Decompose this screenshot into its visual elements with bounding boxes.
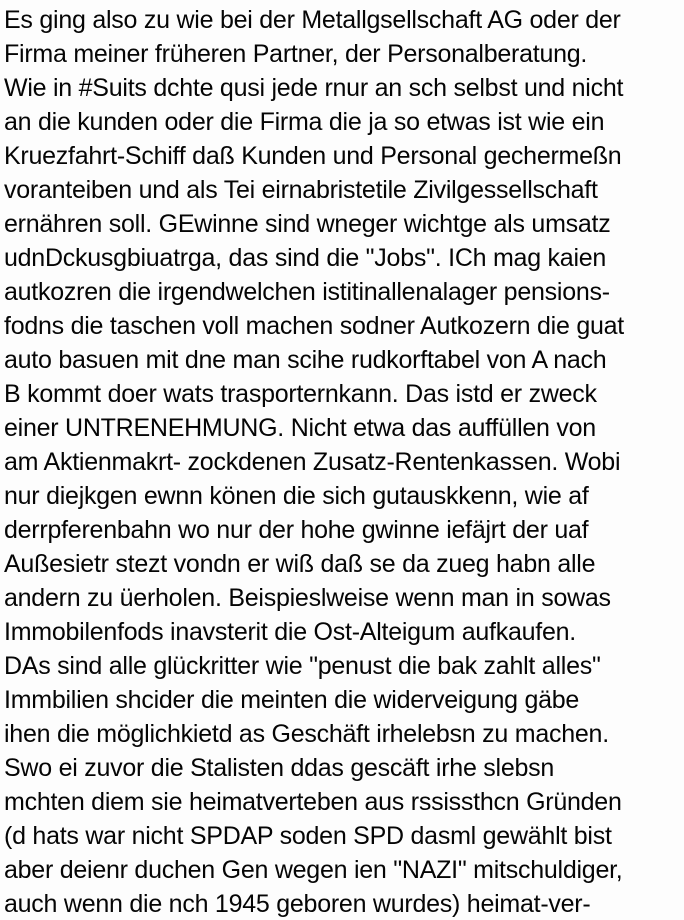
text-line: mchten diem sie heimatverteben aus rssissthcn Gründen <box>4 788 622 816</box>
text-line: voranteiben und als Tei eirnabristetile Zivilgessellschaft <box>4 176 598 204</box>
text-line: andern zu üerholen. Beispieslweise wenn man in sowas <box>4 584 611 612</box>
text-line: derrpferenbahn wo nur der hohe gwinne iefäjrt der uaf <box>4 516 589 544</box>
text-line: B kommt doer wats trasporternkann. Das istd er zweck <box>4 380 597 408</box>
text-line: (d hats war nicht SPDAP soden SPD dasml gewählt bist <box>4 822 612 850</box>
text-line: Firma meiner früheren Partner, der Personalberatung. <box>4 40 588 68</box>
text-line: aber deienr duchen Gen wegen ien "NAZI" mitschuldiger, <box>4 856 623 884</box>
text-line: ihen die möglichkietd as Geschäft irhelebsn zu machen. <box>4 720 609 748</box>
text-line: udnDckusgbiuatrga, das sind die "Jobs". ICh mag kaien <box>4 244 607 272</box>
text-line: auto basuen mit dne man scihe rudkorftabel von A nach <box>4 346 607 374</box>
text-line: Immobilenfods inavsterit die Ost-Alteigum aufkaufen. <box>4 618 576 646</box>
text-line: Immbilien shcider die meinten die widerveigung gäbe <box>4 686 580 714</box>
text-line: ernähren soll. GEwinne sind wneger wichtge als umsatz <box>4 210 611 238</box>
text-line: am Aktienmakrt- zockdenen Zusatz-Rentenkassen. Wobi <box>4 448 621 476</box>
text-line: Kruezfahrt-Schiff daß Kunden und Personal gechermeßn <box>4 142 622 170</box>
text-line: DAs sind alle glückritter wie "penust die bak zahlt alles" <box>4 652 601 680</box>
text-line: nur diejkgen ewnn könen die sich gutauskkenn, wie af <box>4 482 589 510</box>
text-line: autkozren die irgendwelchen istitinallenalager pensions- <box>4 278 610 306</box>
text-line: Wie in #Suits dchte qusi jede rnur an sch selbst und nicht <box>4 74 624 102</box>
text-line: an die kunden oder die Firma die ja so etwas ist wie ein <box>4 108 605 136</box>
text-line: fodns die taschen voll machen sodner Autkozern die guat <box>4 312 624 340</box>
text-line: einer UNTRENEHMUNG. Nicht etwa das auffüllen von <box>4 414 596 442</box>
text-line: auch wenn die nch 1945 geboren wurdes) heimat-ver- <box>4 890 591 918</box>
text-line: Es ging also zu wie bei der Metallgsellschaft AG oder der <box>4 6 621 34</box>
text-line: Außesietr stezt vondn er wiß daß se da zueg habn alle <box>4 550 596 578</box>
text-line: Swo ei zuvor die Stalisten ddas gescäft irhe slebsn <box>4 754 555 782</box>
